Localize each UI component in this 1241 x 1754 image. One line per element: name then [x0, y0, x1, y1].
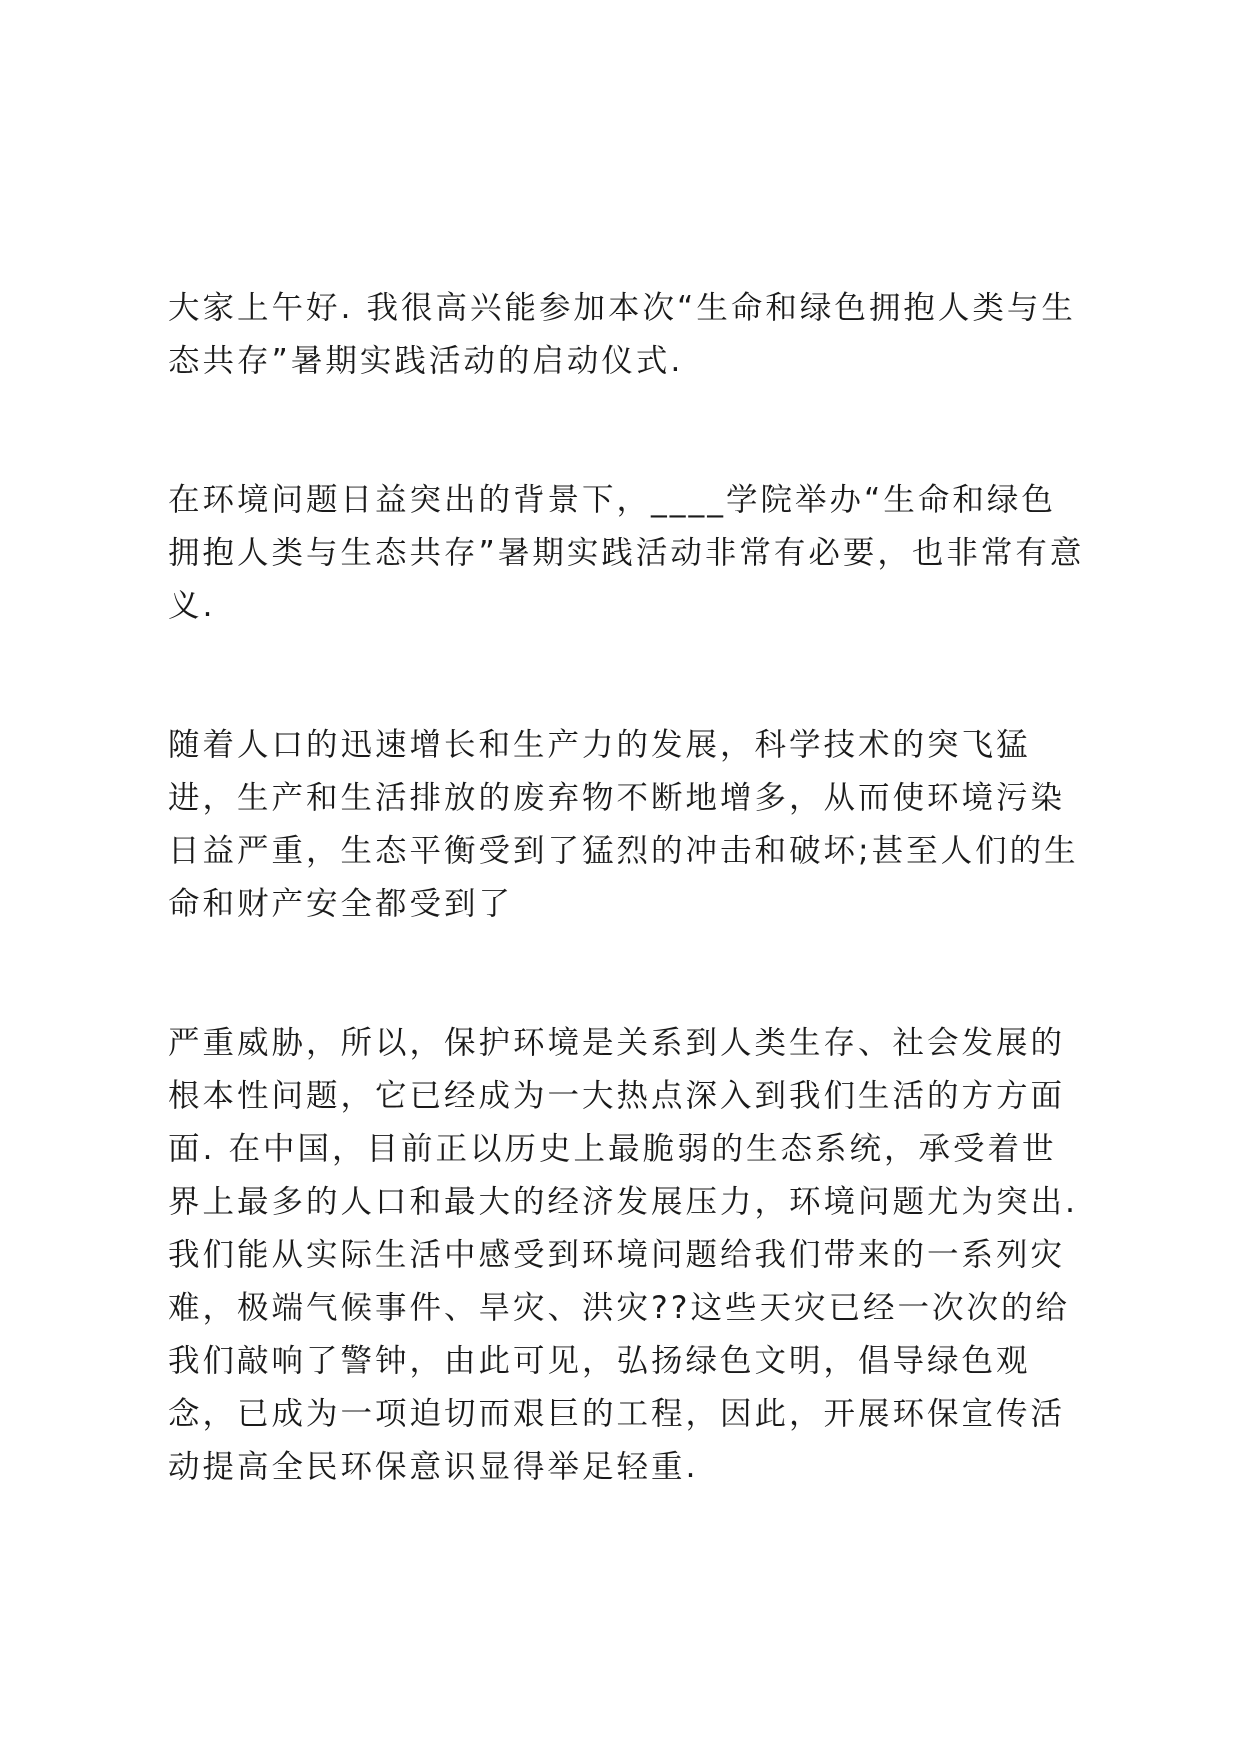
document-body [168, 282, 1090, 1494]
paragraph-protection: 严重威胁，所以，保护环境是关系到人类生存、社会发展的根本性问题，它已经成为一大热点深入到我们生活的方方面面. 在中国，目前正以历史上最脆弱的生态系统，承受着世界上最多的人口和最大的经济发展压力，环境问题尤为突出. 我们能从实际生活中感受到环境问题给我们带来的一系列灾难，极端气候事件、旱灾、洪灾??这些天灾已经一次次的给我们敲响了警钟，由此可见，弘扬绿色文明，倡导绿色观念，已成为一项迫切而艰巨的工程，因此，开展环保宣传活动提高全民环保意识显得举足轻重. [168, 1025, 1079, 1485]
paragraph-greeting: 大家上午好. 我很高兴能参加本次“生命和绿色拥抱人类与生态共存”暑期实践活动的启动仪式. [168, 290, 1076, 379]
paragraph-background: 在环境问题日益突出的背景下，____学院举办“生命和绿色拥抱人类与生态共存”暑期实践活动非常有必要，也非常有意义. [168, 482, 1085, 624]
paragraph-pollution: 随着人口的迅速增长和生产力的发展，科学技术的突飞猛进，生产和生活排放的废弃物不断地增多，从而使环境污染日益严重，生态平衡受到了猛烈的冲击和破坏;甚至人们的生命和财产安全都受到了 [168, 727, 1079, 922]
